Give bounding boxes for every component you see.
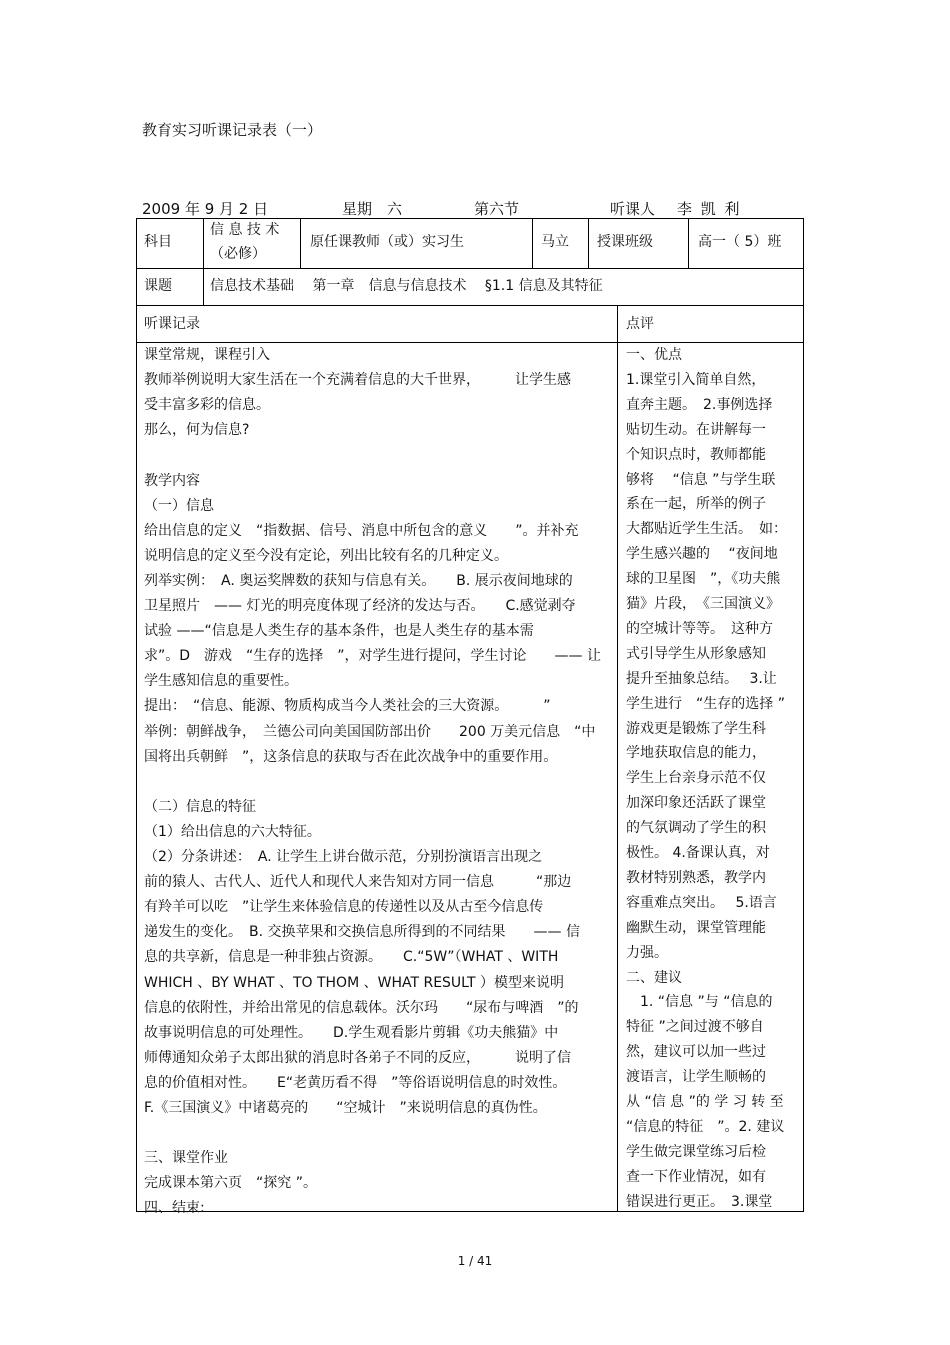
- comment-line: 贴切生动。在讲解每一: [626, 421, 766, 438]
- record-line: （一）信息: [144, 497, 214, 514]
- lesson-record: [144, 344, 612, 1217]
- topic-value: 信息技术基础 第一章 信息与信息技术 §1.1 信息及其特征: [210, 278, 603, 294]
- comment-header: 点评: [626, 316, 654, 332]
- comment-line: 的空城计等等。 这种方: [626, 620, 773, 637]
- comment-line: 渡语言，让学生顺畅的: [626, 1069, 766, 1086]
- table-divider: [532, 218, 533, 268]
- document-title: 教育实习听课记录表（一）: [142, 121, 323, 139]
- weekday: 星期 六: [342, 200, 403, 218]
- record-line: 卫星照片 —— 灯光的明亮度体现了经济的发达与否。 C.感觉剥夺: [144, 598, 576, 614]
- comment-line: 查一下作业情况，如有: [626, 1168, 766, 1185]
- comment-line: 直奔主题。 2.事例选择: [626, 396, 773, 413]
- date: 2009 年 9 月 2 日: [142, 200, 269, 218]
- record-line: WHICH 、BY WHAT 、TO THOM 、WHAT RESULT ）模型来说明: [144, 974, 565, 991]
- comment-line: 力强。: [626, 944, 668, 961]
- topic-label: 课题: [144, 278, 172, 294]
- comment-line: 一、优点: [626, 347, 682, 363]
- table-divider: [617, 305, 618, 1212]
- record-line: 教学内容: [144, 472, 200, 489]
- table-divider: [136, 342, 804, 343]
- record-line: 教师举例说明大家生活在一个充满着信息的大千世界， 让学生感: [144, 372, 571, 389]
- record-line: 四、结束:: [144, 1200, 205, 1217]
- record-line: （2）分条讲述： A. 让学生上讲台做示范，分别扮演语言出现之: [144, 849, 543, 865]
- record-line: 给出信息的定义 “指数据、信号、消息中所包含的意义 ”。并补充: [144, 522, 579, 539]
- record-line: 求”。D 游戏 “生存的选择 ”，对学生进行提问，学生讨论 —— 让: [144, 648, 601, 665]
- period: 第六节: [474, 200, 520, 218]
- observer-label: 听课人: [610, 200, 656, 218]
- page-number: 1 / 41: [457, 1254, 493, 1268]
- table-divider: [688, 218, 689, 268]
- record-line: 说明信息的定义至今没有定论，列出比较有名的几种定义。: [144, 547, 508, 564]
- record-line: 息的价值相对性。 E“老黄历看不得 ”等俗语说明信息的时效性。: [144, 1074, 567, 1091]
- comment-line: 幽默生动，课堂管理能: [626, 919, 766, 936]
- comment-line: 式引导学生从形象感知: [626, 645, 766, 662]
- comment-line: 学生感兴趣的 “夜间地: [626, 546, 778, 563]
- lesson-comments: [626, 344, 800, 1210]
- class-value: 高一（ 5）班: [698, 234, 782, 250]
- comment-line: 的气氛调动了学生的积: [626, 820, 766, 837]
- comment-line: 二、建议: [626, 969, 682, 986]
- comment-line: 大都贴近学生生活。 如：: [626, 521, 787, 538]
- comment-line: 1.课堂引入简单自然，: [626, 371, 766, 388]
- observer-name: 李 凯 利: [677, 200, 740, 218]
- record-line: 提出： “信息、能源、物质构成当今人类社会的三大资源。 ”: [144, 698, 551, 715]
- comment-line: 系在一起，所举的例子: [626, 496, 766, 513]
- record-line: 师傅通知众弟子太郎出狱的消息时各弟子不同的反应， 说明了信: [144, 1049, 571, 1066]
- comment-line: 然，建议可以加一些过: [626, 1044, 766, 1061]
- record-line: （二）信息的特征: [144, 798, 256, 815]
- subject-label: 科目: [144, 234, 172, 250]
- record-line: 国将出兵朝鲜 ”，这条信息的获取与否在此次战争中的重要作用。: [144, 748, 558, 765]
- record-line: 举例：朝鲜战争， 兰德公司向美国国防部出价 200 万美元信息 “中: [144, 723, 596, 740]
- record-line: 三、课堂作业: [144, 1150, 228, 1167]
- comment-line: 提升至抽象总结。 3.让: [626, 670, 777, 687]
- record-line: （1）给出信息的六大特征。: [144, 823, 321, 840]
- comment-line: 教材特别熟悉，教学内: [626, 869, 766, 886]
- record-line: 试验 ——“信息是人类生存的基本条件，也是人类生存的基本需: [144, 623, 534, 640]
- record-line: 前的猿人、古代人、近代人和现代人来告知对方同一信息 “那边: [144, 874, 572, 891]
- comment-line: 游戏更是锻炼了学生科: [626, 720, 766, 737]
- comment-line: 特征 ”之间过渡不够自: [626, 1019, 764, 1036]
- table-divider: [203, 218, 204, 305]
- comment-line: 错误进行更正。 3.课堂: [626, 1193, 773, 1210]
- comment-line: 从 “信 息 ”的 学 习 转 至: [626, 1094, 784, 1110]
- record-line: 那么，何为信息?: [144, 422, 250, 439]
- record-line: 有羚羊可以吃 ”让学生来体验信息的传递性以及从古至今信息传: [144, 899, 544, 916]
- teacher-name: 马立: [541, 234, 569, 250]
- comment-line: 学生上台亲身示范不仅: [626, 770, 766, 787]
- table-divider: [300, 218, 301, 268]
- record-line: F.《三国演义》中诸葛亮的 “空城计 ”来说明信息的真伪性。: [144, 1100, 547, 1116]
- record-line: 完成课本第六页 “探究 ”。: [144, 1175, 317, 1192]
- comment-line: 个知识点时，教师都能: [626, 446, 766, 463]
- class-label: 授课班级: [597, 234, 653, 250]
- comment-line: 球的卫星图 ”，《功夫熊: [626, 571, 781, 588]
- comment-line: 极性。 4.备课认真，对: [626, 845, 770, 861]
- record-line: 列举实例： A. 奥运奖牌数的获知与信息有关。 B. 展示夜间地球的: [144, 572, 573, 589]
- comment-line: 容重难点突出。 5.语言: [626, 894, 777, 911]
- record-line: 学生感知信息的重要性。: [144, 673, 298, 690]
- subject-value-line2: （必修）: [210, 246, 266, 262]
- table-divider: [136, 305, 804, 306]
- teacher-label: 原任课教师（或）实习生: [310, 234, 464, 250]
- comment-line: 猫》片段， 《三国演义》: [626, 596, 780, 612]
- record-line: 课堂常规，课程引入: [144, 347, 270, 363]
- comment-line: 学地获取信息的能力，: [626, 745, 766, 762]
- record-line: 信息的依附性，并给出常见的信息载体。沃尔玛 “尿布与啤酒 ”的: [144, 999, 579, 1016]
- comment-line: “信息的特征 ”。2. 建议: [626, 1118, 785, 1135]
- table-divider: [136, 268, 804, 269]
- comment-line: 加深印象还活跃了课堂: [626, 795, 766, 812]
- record-line: 受丰富多彩的信息。: [144, 397, 270, 414]
- table-divider: [588, 218, 589, 268]
- comment-line: 学生进行 “生存的选择 ”: [626, 695, 785, 712]
- comment-line: 够将 “信息 ”与学生联: [626, 471, 776, 488]
- subject-value-line1: 信 息 技 术: [210, 222, 280, 238]
- record-line: 递发生的变化。 B. 交换苹果和交换信息所得到的不同结果 —— 信: [144, 924, 580, 941]
- record-line: 故事说明信息的可处理性。 D.学生观看影片剪辑《功夫熊猫》中: [144, 1024, 559, 1041]
- record-line: 息的共享新，信息是一种非独占资源。 C.“5W”（WHAT 、WITH: [144, 949, 559, 966]
- record-header: 听课记录: [144, 316, 200, 332]
- comment-line: 1. “信息 ”与 “信息的: [626, 994, 773, 1011]
- comment-line: 学生做完课堂练习后检: [626, 1143, 766, 1160]
